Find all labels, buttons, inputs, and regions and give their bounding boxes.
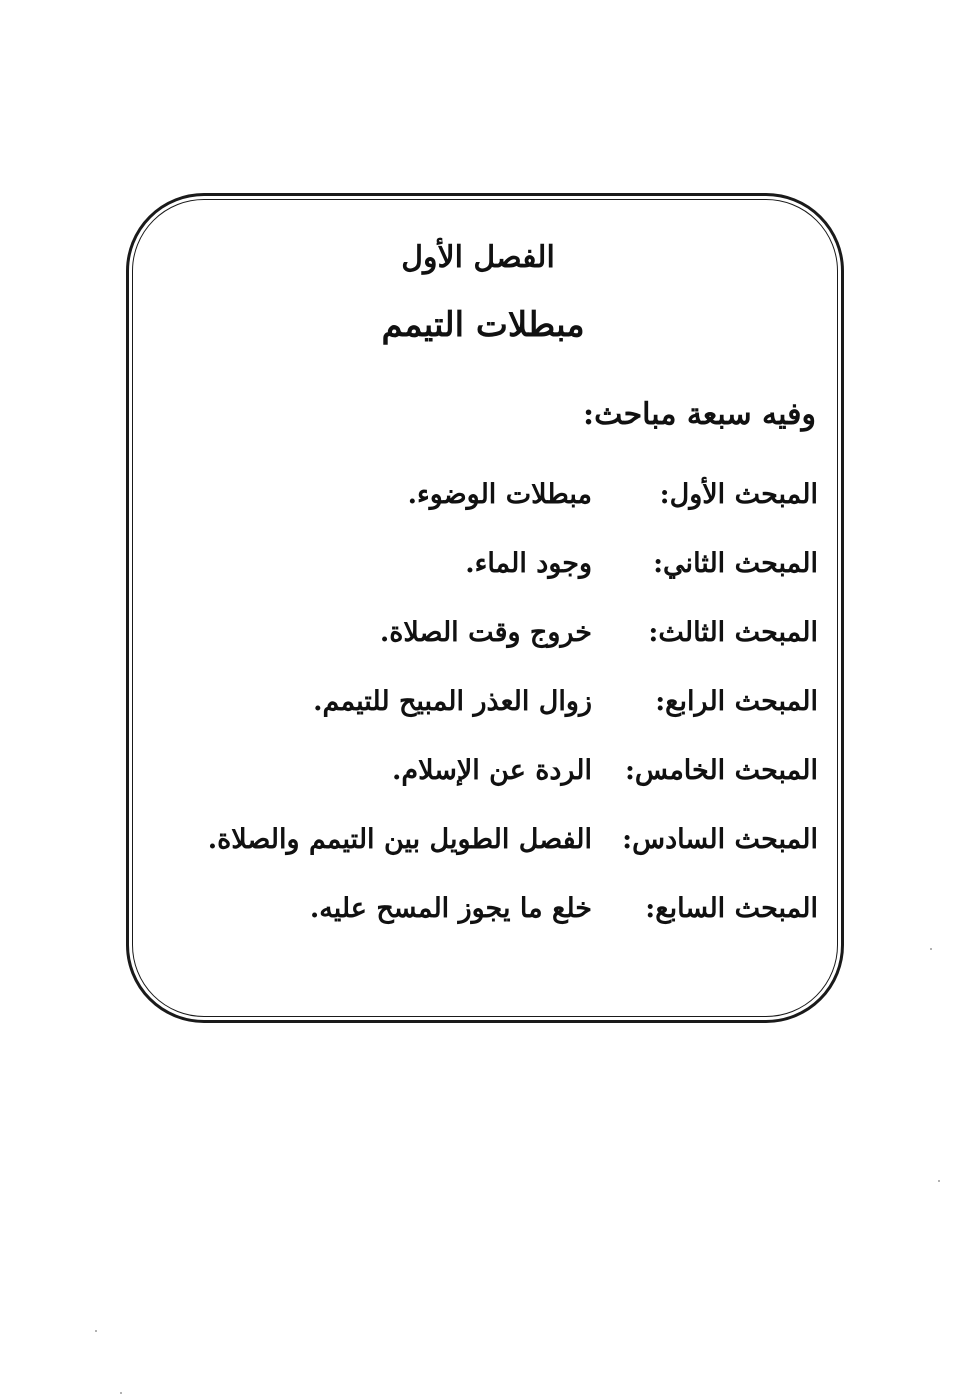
section-label: المبحث السابع: [645,893,818,924]
section-topic: خروج وقت الصلاة. [379,617,592,648]
section-topic: الفصل الطويل بين التيمم والصلاة. [207,824,592,855]
section-topic: الردة عن الإسلام. [391,755,592,786]
chapter-subtitle: مبطلات التيمم [381,305,585,345]
scan-speck [95,1330,97,1332]
section-topic: مبطلات الوضوء. [407,479,592,510]
chapter-title: الفصل الأول [401,240,555,275]
section-row-2 [208,529,818,598]
sections-list [208,460,818,943]
section-row-4 [208,667,818,736]
section-row-6 [208,805,818,874]
section-label: المبحث السادس: [622,824,818,855]
section-row-5 [208,736,818,805]
scan-speck [120,1392,122,1394]
section-label: المبحث الخامس: [624,755,818,786]
section-row-7 [208,874,818,943]
section-label: المبحث الأول: [659,479,818,510]
scan-speck [938,1180,940,1182]
section-row-3 [208,598,818,667]
section-label: المبحث الثاني: [653,548,818,579]
section-topic: خلع ما يجوز المسح عليه. [309,893,592,924]
section-label: المبحث الرابع: [655,686,818,717]
section-row-1 [208,460,818,529]
intro-text: وفيه سبعة مباحث: [583,397,816,432]
section-topic: وجود الماء. [465,548,592,579]
section-topic: زوال العذر المبيح للتيمم. [313,686,592,717]
section-label: المبحث الثالث: [648,617,818,648]
scan-speck [930,948,932,950]
